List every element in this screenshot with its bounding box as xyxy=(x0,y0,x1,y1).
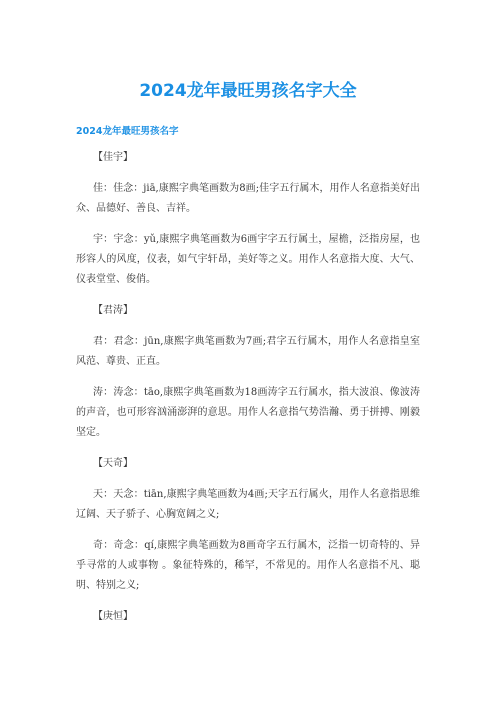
char-explanation-tao: 涛：涛念：tāo,康熙字典笔画数为18画涛字五行属水，指大波浪、像波涛的声音，也可形容汹涌澎湃的意思。用作人名意指气势浩瀚、勇于拼搏、刚毅坚定。 xyxy=(76,387,420,438)
name-heading-juntao: 【君涛】 xyxy=(93,305,133,316)
name-heading-gengheng: 【庚恒】 xyxy=(93,611,133,622)
char-explanation-jun: 君：君念：jūn,康熙字典笔画数为7画;君字五行属木，用作人名意指皇室风范、尊贵、正直。 xyxy=(76,336,420,367)
char-explanation-tian: 天：天念：tiān,康熙字典笔画数为4画;天字五行属火，用作人名意指思维辽阔、天子骄子、心胸宽阔之义; xyxy=(76,489,420,520)
name-heading-jiayu: 【佳宇】 xyxy=(93,152,133,163)
char-explanation-qi: 奇：奇念：qí,康熙字典笔画数为8画奇字五行属木，泛指一切奇特的、异乎寻常的人或事物 。象征特殊的，稀罕，不常见的。用作人名意指不凡、聪明、特别之义; xyxy=(76,540,420,591)
name-heading-tianqi: 【天奇】 xyxy=(93,458,133,469)
section-heading: 2024龙年最旺男孩名字 xyxy=(76,126,179,137)
char-explanation-jia: 佳：佳念：jiā,康熙字典笔画数为8画;佳字五行属木，用作人名意指美好出众、品德好、善良、吉祥。 xyxy=(76,183,420,214)
char-explanation-yu: 宇：宇念：yǔ,康熙字典笔画数为6画宇字五行属土，屋檐，泛指房屋，也形容人的风度，仪表，如气宇轩昂，美好等之义。用作人名意指大度、大气、仪表堂堂、俊俏。 xyxy=(76,234,420,285)
document-title: 2024龙年最旺男孩名字大全 xyxy=(139,81,357,101)
document-body xyxy=(76,148,420,638)
